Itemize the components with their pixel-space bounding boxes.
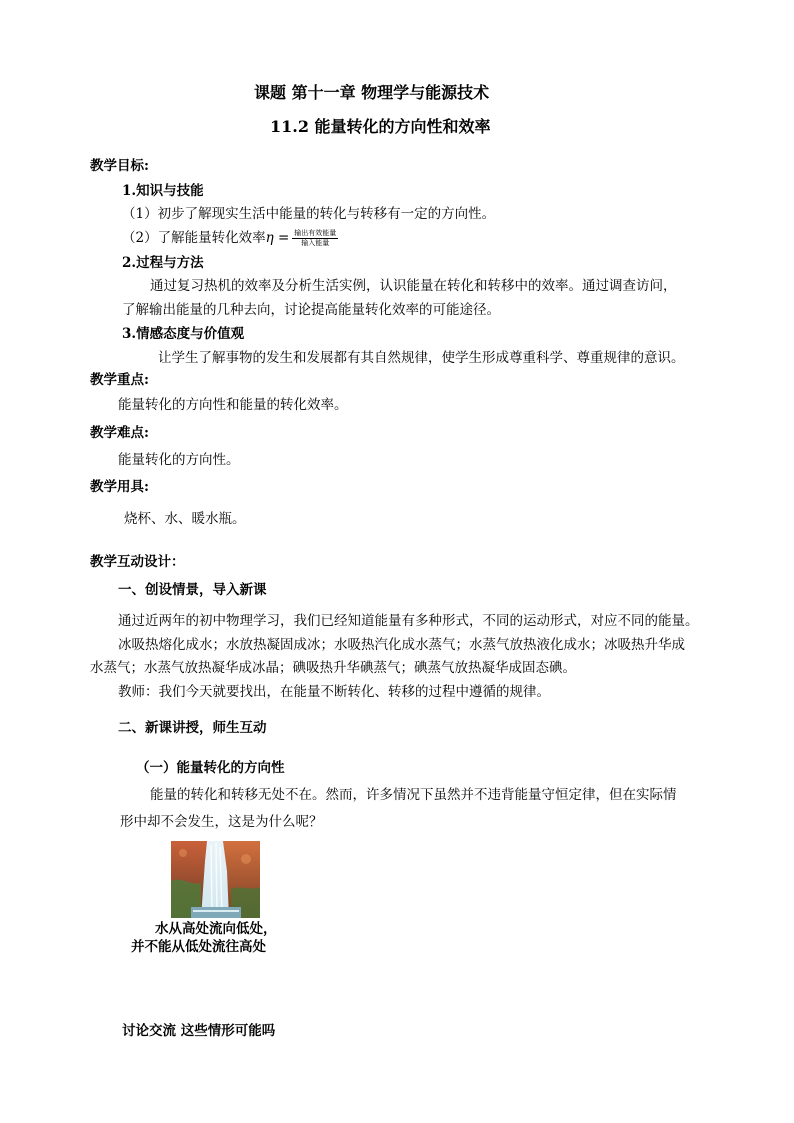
attitude-line-1: 让学生了解事物的发生和发展都有其自然规律，使学生形成尊重科学、尊重规律的意识。 [158,350,685,366]
design-heading: 教学互动设计： [90,554,185,570]
section-1-line-1: 通过近两年的初中物理学习，我们已经知道能量有多种形式，不同的运动形式，对应不同的能量。 [118,613,699,629]
process-method-heading: 2.过程与方法 [122,255,204,271]
fraction-denominator: 输入能量 [301,239,330,247]
objectives-heading: 教学目标: [90,158,149,174]
section-1-heading: 一、创设情景，导入新课 [118,582,267,598]
waterfall-image [171,841,260,918]
process-line-1: 通过复习热机的效率及分析生活实例，认识能量在转化和转移中的效率。通过调查访问， [150,278,677,294]
knowledge-item-2 [122,229,338,248]
key-points-heading: 教学重点: [90,372,149,388]
section-2-heading: 二、新课讲授，师生互动 [118,720,267,736]
difficulties-text: 能量转化的方向性。 [118,452,240,468]
page-subtitle: 11.2 能量转化的方向性和效率 [270,117,491,136]
knowledge-item-2-text: （2）了解能量转化效率 [122,230,266,246]
page-title: 课题 第十一章 物理学与能源技术 [254,83,490,102]
section-1-line-2: 冰吸热熔化成水；水放热凝固成冰；水吸热汽化成水蒸气；水蒸气放热液化成水；冰吸热升华成 [118,637,685,653]
section-1-line-3: 水蒸气；水蒸气放热凝华成冰晶；碘吸热升华碘蒸气；碘蒸气放热凝华成固态碘。 [90,660,576,676]
attitude-heading: 3.情感态度与价值观 [122,326,245,342]
image-caption-line-2: 并不能从低处流往高处 [131,939,266,955]
knowledge-item-1: （1）初步了解现实生活中能量的转化与转移有一定的方向性。 [122,206,496,222]
section-1-line-4: 教师：我们今天就要找出，在能量不断转化、转移的过程中遵循的规律。 [118,684,550,700]
image-caption-line-1: 水从高处流向低处， [155,921,277,937]
section-2-subheading: （一）能量转化的方向性 [136,760,285,776]
efficiency-fraction [292,229,338,248]
difficulties-heading: 教学难点: [90,425,149,441]
section-2-line-2: 形中却不会发生，这是为什么呢？ [120,814,323,830]
section-2-line-1: 能量的转化和转移无处不在。然而，许多情况下虽然并不违背能量守恒定律，但在实际情 [150,787,677,803]
process-line-2: 了解输出能量的几种去向，讨论提高能量转化效率的可能途径。 [122,302,500,318]
efficiency-symbol: η = [265,230,290,246]
discussion-line: 讨论交流 这些情形可能吗 [122,1023,276,1039]
key-points-text: 能量转化的方向性和能量的转化效率。 [118,397,348,413]
tools-heading: 教学用具: [90,479,149,495]
knowledge-skills-heading: 1.知识与技能 [122,183,204,199]
tools-text: 烧杯、水、暖水瓶。 [124,511,246,527]
fraction-numerator: 输出有效能量 [294,229,337,237]
